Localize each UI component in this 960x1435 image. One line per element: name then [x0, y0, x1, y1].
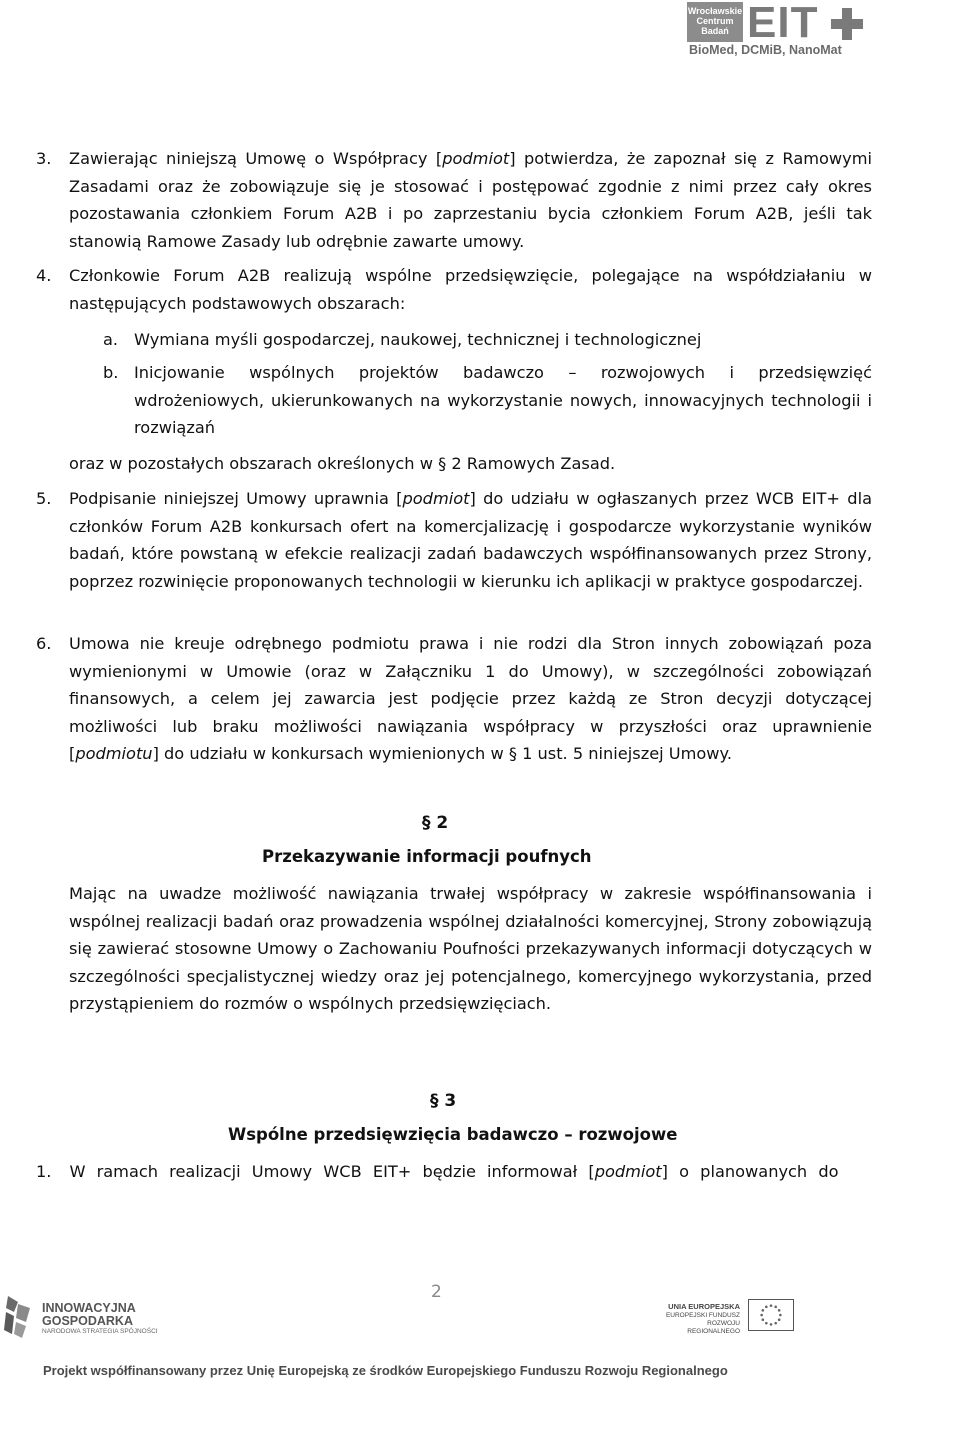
clause-number: 3.: [36, 149, 52, 168]
eu-line-2: EUROPEJSKI FUNDUSZ: [665, 1312, 740, 1319]
sub-letter: a.: [103, 330, 119, 349]
section-title: Wspólne przedsięwzięcia badawczo – rozwojowe: [228, 1125, 678, 1144]
page-number: 2: [431, 1282, 442, 1302]
clause-number: 6.: [36, 634, 52, 653]
clause-4: 4. Członkowie Forum A2B realizują wspólne przedsięwzięcie, polegające na współdziałaniu w następujących podstawowych obszarach:: [69, 262, 872, 317]
eu-line-3: ROZWOJU REGIONALNEGO: [687, 1320, 740, 1335]
clause-5: 5. Podpisanie niniejszej Umowy uprawnia [podmiot] do udziału w ogłaszanych przez WCB EIT+ dla członków Forum A2B konkursach ofert na komercjalizację i gospodarcze wykorzystanie wyników badań, które powstaną w efekcie realizacji zadań badawczych współfinansowanych przez Strony, poprzez rozwinięcie proponowanych technologii w kierunku ich aplikacji w praktyce gospodarczej.: [69, 485, 872, 595]
eu-line-1: UNIA EUROPEJSKA: [668, 1302, 740, 1311]
logo-box-text: Wrocławskie Centrum Badań: [687, 2, 743, 42]
section-number: § 3: [430, 1091, 457, 1111]
clause-4-sub-a: a. Wymiana myśli gospodarczej, naukowej, technicznej i technologicznej: [134, 326, 872, 354]
eu-logo: [664, 1299, 798, 1335]
section-number: § 2: [422, 813, 449, 833]
logo-name: EIT: [747, 0, 819, 47]
sub-letter: b.: [103, 363, 119, 382]
innowacyjna-gospodarka-logo: [4, 1290, 164, 1342]
clause-6: 6. Umowa nie kreuje odrębnego podmiotu prawa i nie rodzi dla Stron innych zobowiązań poza wymienionymi w Umowie (oraz w Załączniku 1 do Umowy), w szczególności zobowiązań finansowych, a celem jej zawarcia jest podjęcie przez każdą ze Stron decyzji dotyczącej możliwości lub braku możliwości nawiązania współpracy w przyszłości oraz uprawnienie [podmiotu] do udziału w konkursach wymienionych w § 1 ust. 5 niniejszej Umowy.: [69, 630, 872, 768]
section-2-body: Mając na uwadze możliwość nawiązania trwałej współpracy w zakresie współfinansowania i wspólnej realizacji badań oraz prowadzenia wspólnej działalności komercyjnej, Strony zobowiązują się zawierać stosowne Umowy o Zachowaniu Poufności przekazywanych informacji dotyczących w szczególności specjalistycznej wiedzy oraz jej potencjalnego, komercyjnego wykorzystania, przed przystąpieniem do rozmów o wspólnych przedsięwzięciach.: [69, 884, 872, 1013]
clause-number: 4.: [36, 266, 52, 285]
ig-line-2: GOSPODARKA: [42, 1314, 133, 1328]
ig-tagline: NARODOWA STRATEGIA SPÓJNOŚCI: [42, 1328, 158, 1335]
clause-3: 3. Zawierając niniejszą Umowę o Współpracy [podmiot] potwierdza, że zapoznał się z Ramowymi Zasadami oraz że zobowiązuje się je stosować i postępować zgodnie z nimi przez cały okres pozostawania członkiem Forum A2B i po zaprzestaniu bycia członkiem Forum A2B, jeśli tak stanowią Ramowe Zasady lub odrębnie zawarte umowy.: [69, 145, 872, 255]
star-icon: [4, 1294, 34, 1338]
section-3-item-1: 1. W ramach realizacji Umowy WCB EIT+ będzie informował [podmiot] o planowanych do: [36, 1162, 839, 1181]
project-funding-note: Projekt współfinansowany przez Unię Europejską ze środków Europejskiego Funduszu Rozwoju Regionalnego: [43, 1363, 728, 1378]
clause-4-sub-b: b. Inicjowanie wspólnych projektów badawczo – rozwojowych i przedsięwzięć wdrożeniowych, ukierunkowanych na wykorzystanie nowych, innowacyjnych technologii i rozwiązań: [134, 359, 872, 442]
clause-4-tail: oraz w pozostałych obszarach określonych w § 2 Ramowych Zasad.: [69, 454, 616, 473]
plus-icon: [829, 6, 865, 42]
eit-logo: [687, 2, 869, 64]
eu-flag-icon: [748, 1299, 794, 1331]
ig-line-1: INNOWACYJNA: [42, 1301, 136, 1315]
clause-number: 5.: [36, 489, 52, 508]
section-title: Przekazywanie informacji poufnych: [262, 847, 592, 866]
clause-number: 1.: [36, 1162, 52, 1181]
logo-subtitle: BioMed, DCMiB, NanoMat: [689, 43, 842, 57]
